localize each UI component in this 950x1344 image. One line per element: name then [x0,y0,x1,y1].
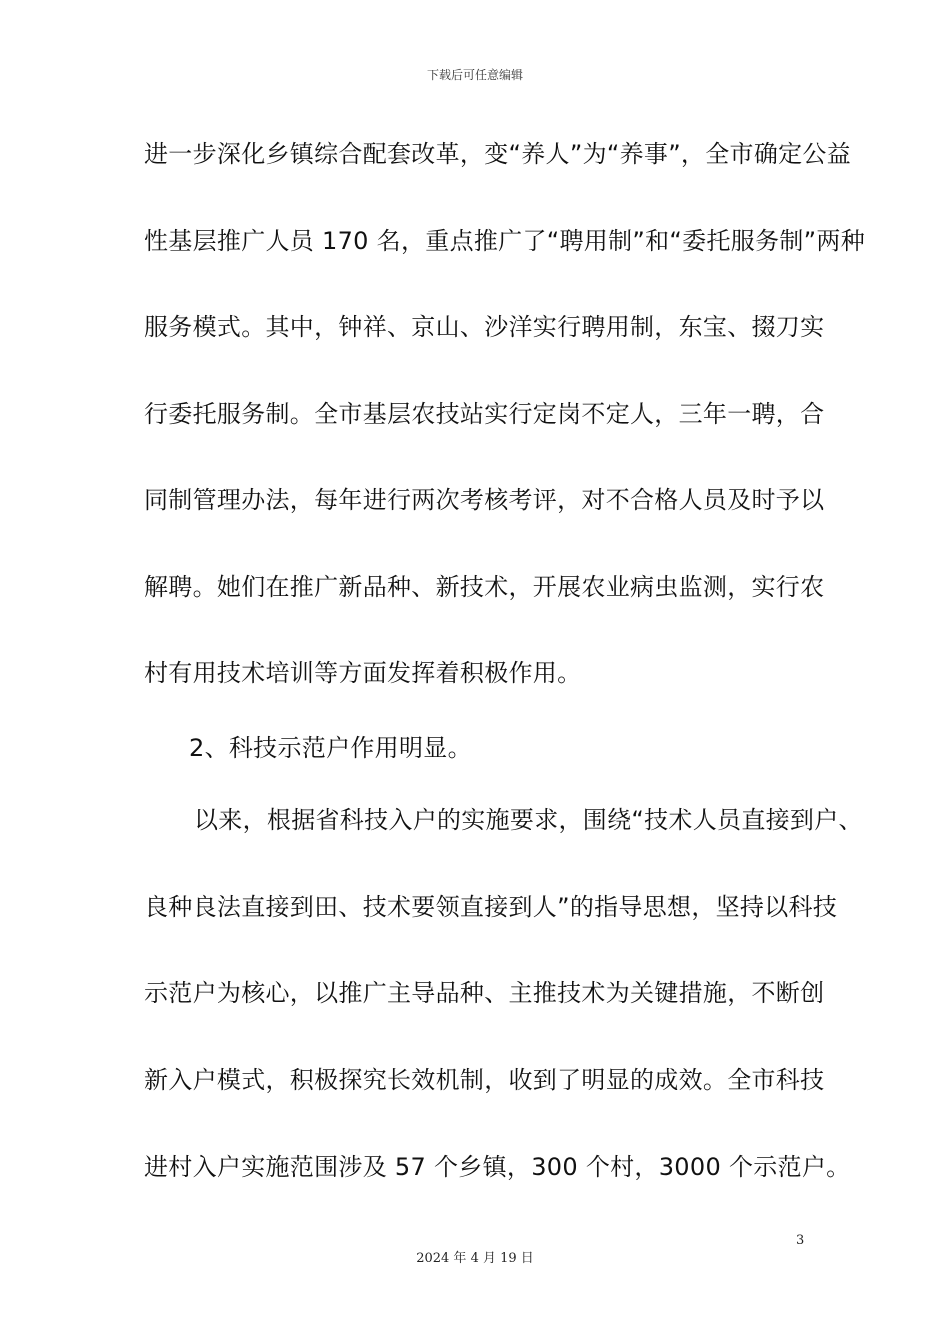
body-line-10: 良种良法直接到田、技术要领直接到人”的指导思想，坚持以科技 [144,893,838,921]
body-line-2: 性基层推广人员 170 名，重点推广了“聘用制”和“委托服务制”两种 [144,227,865,255]
body-line-5: 同制管理办法，每年进行两次考核考评，对不合格人员及时予以 [144,486,825,514]
footer-date: 2024 年 4 月 19 日 [416,1251,534,1266]
body-line-6: 解聘。她们在推广新品种、新技术，开展农业病虫监测，实行农 [144,573,825,601]
section-heading: 2、科技示范户作用明显。 [189,734,472,762]
page-header: 下载后可任意编辑 [426,68,523,82]
body-line-13: 进村入户实施范围涉及 57 个乡镇，300 个村，3000 个示范户。 [144,1153,851,1181]
body-line-4: 行委托服务制。全市基层农技站实行定岗不定人，三年一聘，合 [144,400,825,428]
body-line-9: 以来，根据省科技入户的实施要求，围绕“技术人员直接到户、 [194,806,863,834]
body-line-11: 示范户为核心，以推广主导品种、主推技术为关键措施，不断创 [144,979,825,1007]
body-line-7: 村有用技术培训等方面发挥着积极作用。 [144,659,582,687]
body-line-1: 进一步深化乡镇综合配套改革，变“养人”为“养事”，全市确定公益 [144,140,852,168]
body-line-3: 服务模式。其中，钟祥、京山、沙洋实行聘用制，东宝、掇刀实 [144,313,825,341]
page-number: 3 [796,1233,805,1248]
body-line-12: 新入户模式，积极探究长效机制，收到了明显的成效。全市科技 [144,1066,825,1094]
